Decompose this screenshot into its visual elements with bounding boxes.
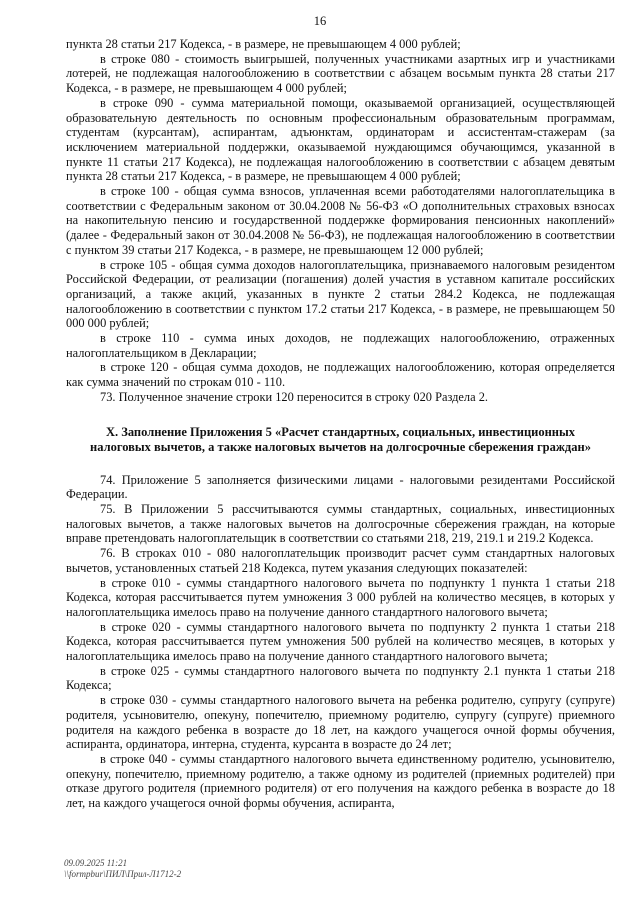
paragraphs-bottom	[66, 473, 615, 811]
paragraph: 74. Приложение 5 заполняется физическими лицами - налоговыми резидентами Российской Федерации.	[66, 472, 615, 502]
paragraph: 75. В Приложении 5 рассчитываются суммы стандартных, социальных, инвестиционных налоговых вычетов, а также налоговых вычетов на долгосрочные сбережения граждан, на которые вправе претендовать налогоплательщик в соответствии со статьями 218, 219, 219.1 и 219.2 Кодекса.	[66, 501, 615, 546]
footer	[64, 858, 181, 880]
document-body	[66, 37, 615, 811]
paragraph: в строке 110 - сумма иных доходов, не подлежащих налогообложению, отраженных налогоплательщиком в Декларации;	[66, 331, 615, 360]
paragraph: 76. В строках 010 - 080 налогоплательщик производит расчет сумм стандартных налоговых вычетов, установленных статьей 218 Кодекса, путем указания следующих показателей:	[66, 546, 615, 575]
paragraph: 73. Полученное значение строки 120 переносится в строку 020 Раздела 2.	[100, 389, 489, 404]
paragraph: в строке 010 - суммы стандартного налогового вычета по подпункту 1 пункта 1 статьи 218 Кодекса, которая рассчитывается путем умножения 3 000 рублей на количество месяцев, в которых у налогоплательщика имелось право на получение данного стандартного налогового вычета;	[66, 575, 615, 619]
paragraph: в строке 030 - суммы стандартного налогового вычета на ребенка родителю, супругу (супруге) родителя, усыновителю, опекуну, попечителю, приемному родителю, супругу (супруге) приемного родителя на каждого ребенка в возрасте до 18 лет, на каждого учащегося очной формы обучения, аспиранта, ординатора, интерна, студента, курсанта в возрасте до 24 лет;	[66, 693, 615, 752]
paragraph: в строке 120 - общая сумма доходов, не подлежащих налогообложению, которая определяется как сумма значений по строкам 010 - 110.	[66, 360, 615, 390]
section-heading: X. Заполнение Приложения 5 «Расчет стандартных, социальных, инвестиционных налоговых вычетов, а также налоговых вычетов на долгосрочные сбережения граждан»	[90, 424, 591, 454]
page-number: 16	[313, 14, 327, 28]
footer-file-path: \\formpbur\ПИЛ\Прил-Л1712-2	[64, 869, 182, 879]
paragraph: в строке 020 - суммы стандартного налогового вычета по подпункту 2 пункта 1 статьи 218 Кодекса, которая рассчитывается путем умножения 500 рублей на количество месяцев, в которых у налогоплательщика имелось право на получение данного стандартного налогового вычета;	[66, 619, 615, 664]
paragraph: в строке 100 - общая сумма взносов, уплаченная всеми работодателями налогоплательщика в соответствии с Федеральным законом от 30.04.2008 № 56-ФЗ «О дополнительных страховых взносах на накопительную пенсию и государственной поддержке формирования пенсионных накоплений» (далее - Федеральный закон от 30.04.2008 № 56-ФЗ), не подлежащая налогообложению в соответствии с пунктом 39 статьи 217 Кодекса, - в размере, не превышающем 12 000 рублей;	[66, 184, 615, 257]
paragraph: в строке 105 - общая сумма доходов налогоплательщика, признаваемого налоговым резидентом Российской Федерации, от реализации (погашения) долей участия в уставном капитале российских организаций, а также акций, указанных в пункте 2 статьи 284.2 Кодекса, не подлежащая налогообложению в соответствии с пунктом 17.2 статьи 217 Кодекса, - в размере, не превышающем 50 000 000 рублей;	[66, 257, 615, 331]
paragraph: пункта 28 статьи 217 Кодекса, - в размере, не превышающем 4 000 рублей;	[66, 37, 461, 51]
paragraphs-top	[66, 37, 615, 405]
paragraph: в строке 040 - суммы стандартного налогового вычета единственному родителю, усыновителю, опекуну, попечителю, приемному родителю, а также одному из родителей (приемных родителей) при отказе другого родителя (приемного родителя) от его получения на каждого ребенка в возрасте до 18 лет, на каждого учащегося очной формы обучения, аспиранта,	[66, 751, 615, 811]
paragraph: в строке 080 - стоимость выигрышей, полученных участниками азартных игр и участниками лотерей, не подлежащая налогообложению в соответствии с абзацем восьмым пункта 28 статьи 217 Кодекса, - в размере, не превышающем 4 000 рублей;	[66, 51, 615, 96]
paragraph: в строке 090 - сумма материальной помощи, оказываемой организацией, осуществляющей образовательную деятельность по основным профессиональным образовательным программам, студентам (курсантам), аспирантам, адъюнктам, ординаторам и ассистентам-стажерам (за исключением материальной поддержки, оказываемой нуждающимся обучающимся, указанной в пункте 11 статьи 217 Кодекса), не подлежащая налогообложению в соответствии с абзацем девятым пункта 28 статьи 217 Кодекса, - в размере, не превышающем 4 000 рублей;	[66, 95, 615, 184]
paragraph: в строке 025 - суммы стандартного налогового вычета по подпункту 2.1 пункта 1 статьи 218 Кодекса;	[66, 663, 615, 693]
footer-timestamp: 09.09.2025 11:21	[64, 858, 128, 868]
